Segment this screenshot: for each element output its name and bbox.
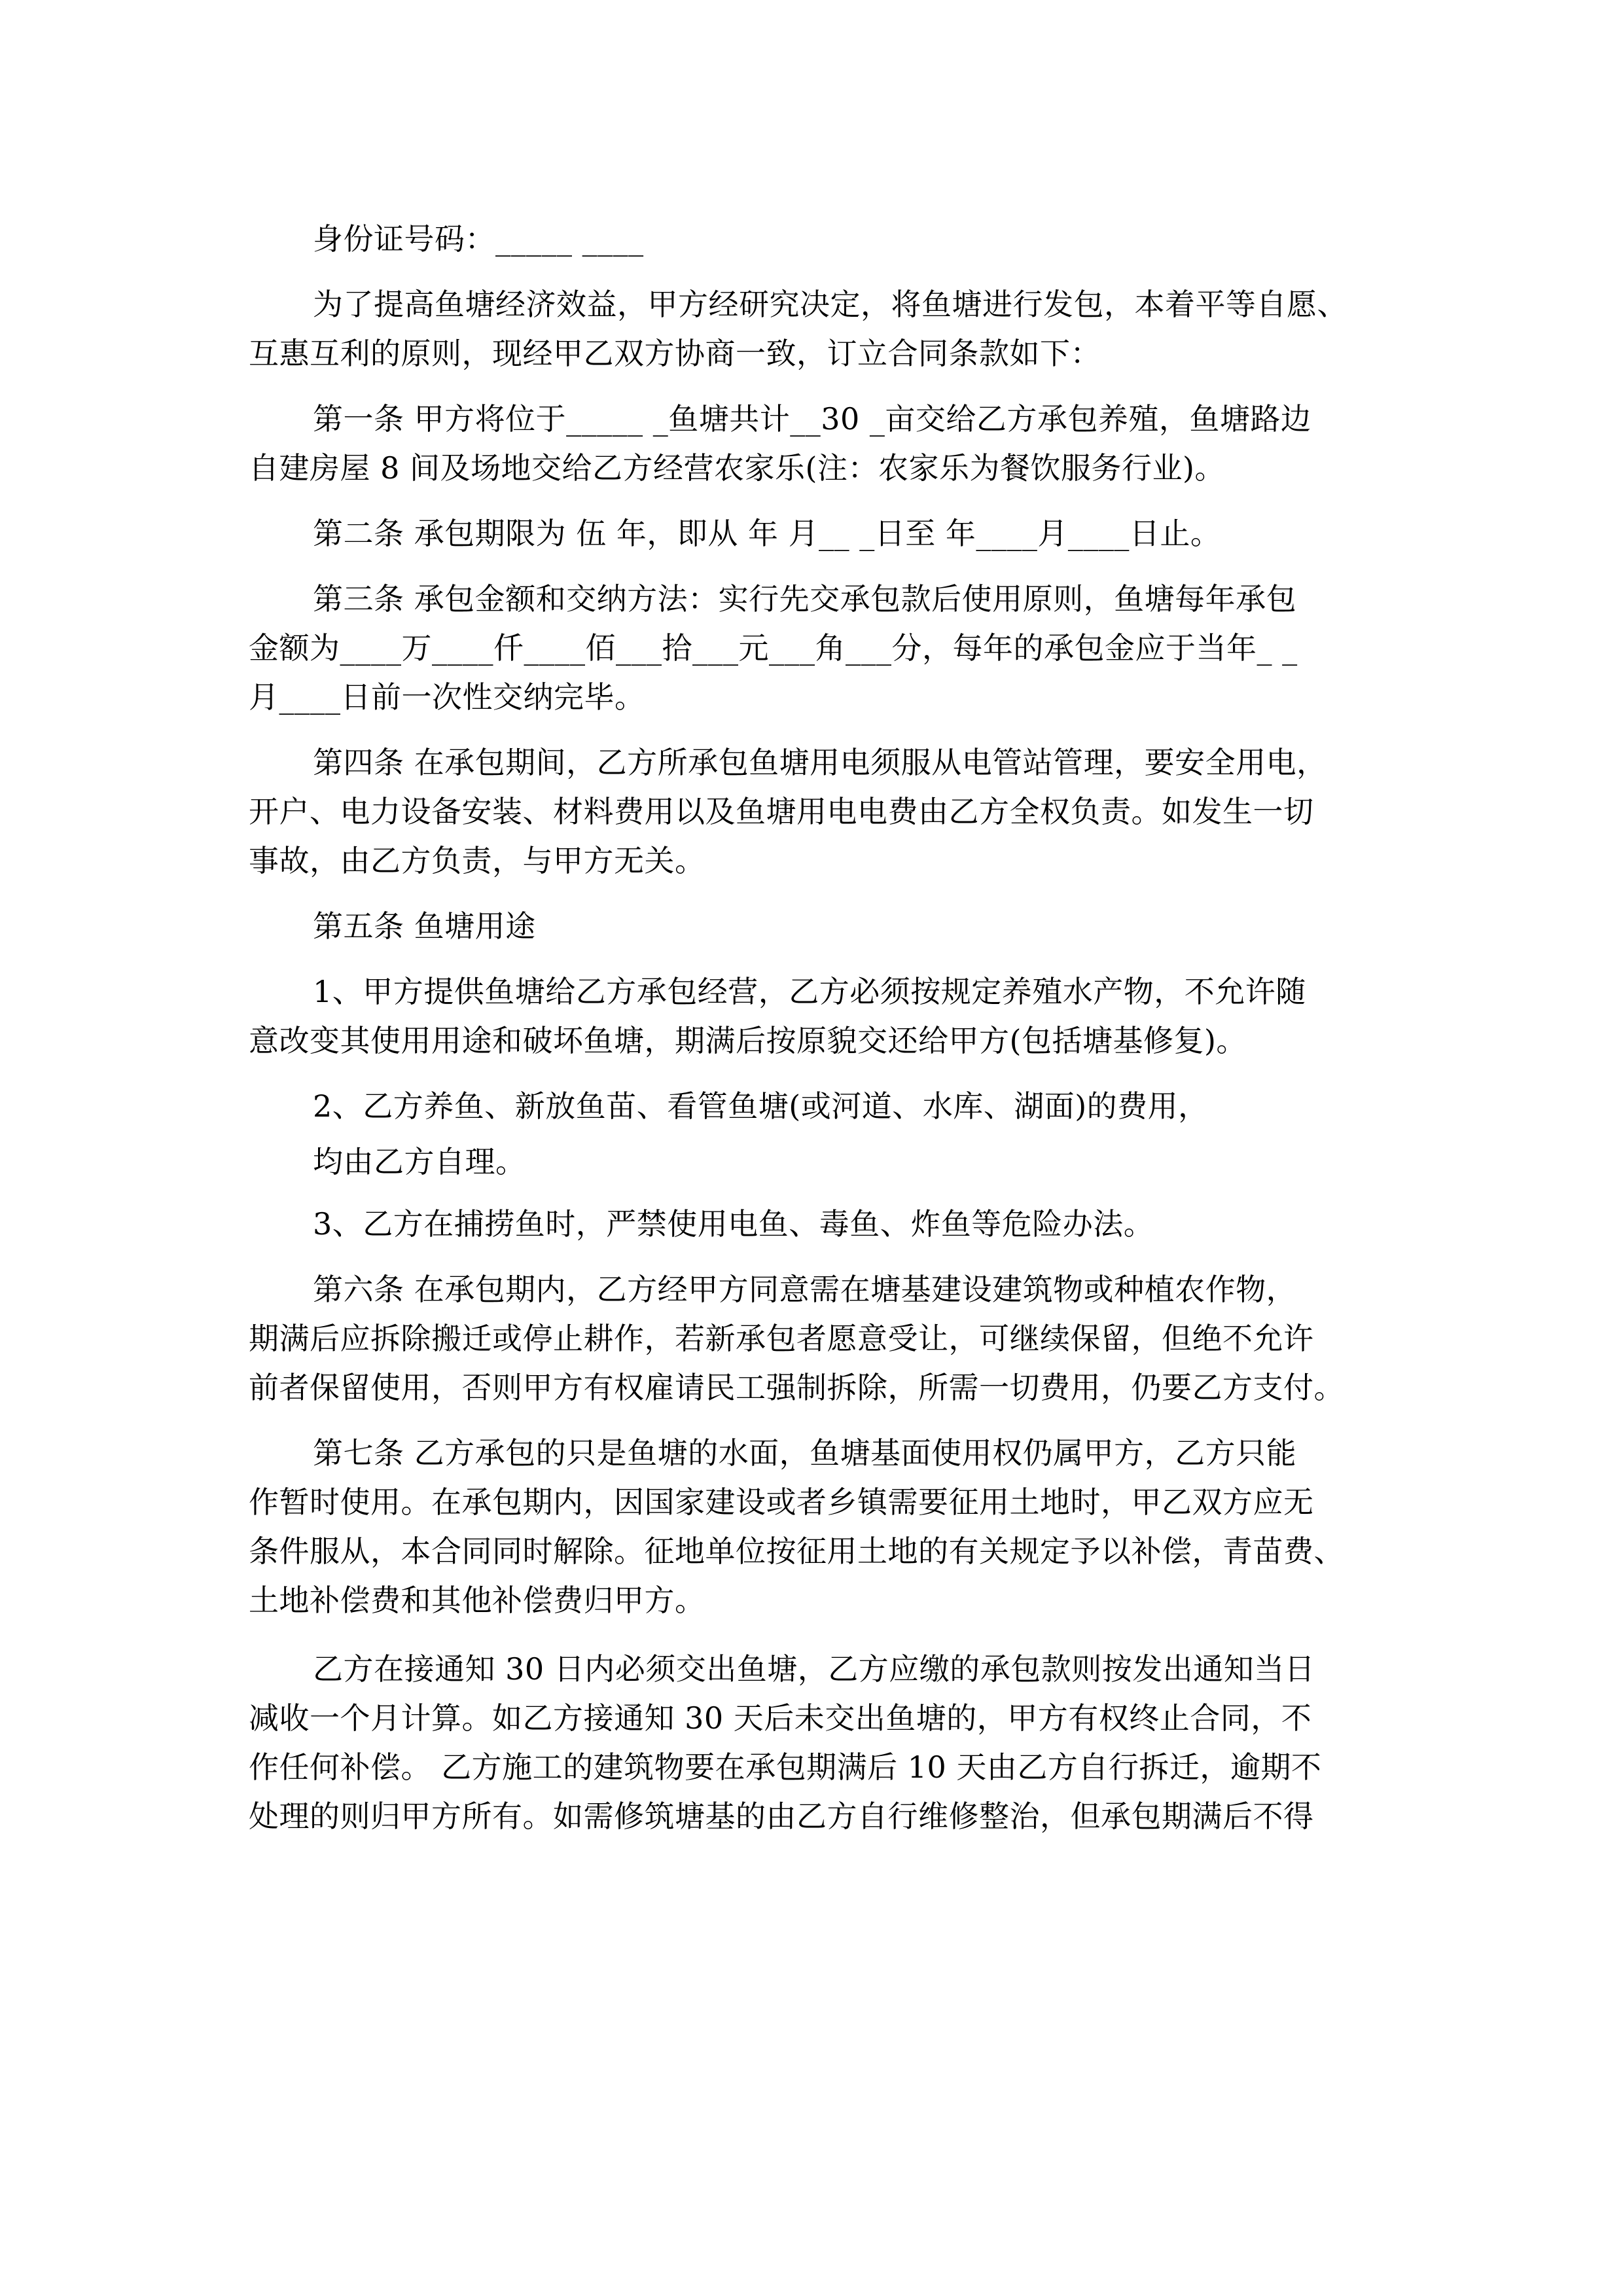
text-line: 条件服从，本合同同时解除。征地单位按征用土地的有关规定予以补偿，青苗费、 xyxy=(249,1534,1344,1569)
text-line: 第五条 鱼塘用途 xyxy=(313,908,536,944)
text-line: 互惠互利的原则，现经甲乙双方协商一致，订立合同条款如下： xyxy=(249,336,1101,371)
text-line: 2、乙方养鱼、新放鱼苗、看管鱼塘(或河道、水库、湖面)的费用， xyxy=(313,1088,1209,1124)
text-line: 第六条 在承包期内，乙方经甲方同意需在塘基建设建筑物或种植农作物， xyxy=(313,1272,1297,1307)
text-line: 意改变其使用用途和破坏鱼塘，期满后按原貌交还给甲方(包括塘基修复)。 xyxy=(249,1023,1247,1058)
text-line: 处理的则归甲方所有。如需修筑塘基的由乙方自行维修整治，但承包期满后不得 xyxy=(249,1799,1314,1834)
text-line: 事故，由乙方负责，与甲方无关。 xyxy=(249,843,705,878)
text-line: 土地补偿费和其他补偿费归甲方。 xyxy=(249,1583,705,1618)
text-line: 均由乙方自理。 xyxy=(313,1144,526,1179)
text-line: 1、甲方提供鱼塘给乙方承包经营，乙方必须按规定养殖水产物，不允许随 xyxy=(313,974,1306,1009)
text-line: 开户、电力设备安装、材料费用以及鱼塘用电电费由乙方全权负责。如发生一切 xyxy=(249,794,1314,829)
text-line: 自建房屋 8 间及场地交给乙方经营农家乐(注：农家乐为餐饮服务行业)。 xyxy=(249,450,1225,486)
text-line: 作任何补偿。 乙方施工的建筑物要在承包期满后 10 天由乙方自行拆迁，逾期不 xyxy=(249,1749,1322,1785)
text-line: 第一条 甲方将位于_____ _鱼塘共计__30 _亩交给乙方承包养殖，鱼塘路边 xyxy=(313,401,1311,437)
text-line: 月____日前一次性交纳完毕。 xyxy=(249,679,645,715)
text-line: 金额为____万____仟____佰___拾___元___角___分，每年的承包金应于当年_ _ xyxy=(249,630,1298,666)
text-line: 3、乙方在捕捞鱼时，严禁使用电鱼、毒鱼、炸鱼等危险办法。 xyxy=(313,1206,1154,1242)
text-line: 前者保留使用，否则甲方有权雇请民工强制拆除，所需一切费用，仍要乙方支付。 xyxy=(249,1370,1344,1405)
text-line: 减收一个月计算。如乙方接通知 30 天后未交出鱼塘的，甲方有权终止合同，不 xyxy=(249,1700,1312,1736)
text-line: 第四条 在承包期间，乙方所承包鱼塘用电须服从电管站管理，要安全用电， xyxy=(313,745,1327,780)
text-line: 第二条 承包期限为 伍 年，即从 年 月__ _日至 年____月____日止。 xyxy=(313,516,1221,551)
text-line: 为了提高鱼塘经济效益，甲方经研究决定，将鱼塘进行发包，本着平等自愿、 xyxy=(313,287,1347,322)
text-line: 第三条 承包金额和交纳方法：实行先交承包款后使用原则，鱼塘每年承包 xyxy=(313,581,1297,617)
text-line: 期满后应拆除搬迁或停止耕作，若新承包者愿意受让，可继续保留，但绝不允许 xyxy=(249,1321,1314,1356)
text-line: 身份证号码：_____ ____ xyxy=(313,221,644,257)
text-line: 作暂时使用。在承包期内，因国家建设或者乡镇需要征用土地时，甲乙双方应无 xyxy=(249,1484,1314,1520)
text-line: 第七条 乙方承包的只是鱼塘的水面，鱼塘基面使用权仍属甲方，乙方只能 xyxy=(313,1435,1297,1471)
text-line: 乙方在接通知 30 日内必须交出鱼塘，乙方应缴的承包款则按发出通知当日 xyxy=(313,1651,1315,1687)
